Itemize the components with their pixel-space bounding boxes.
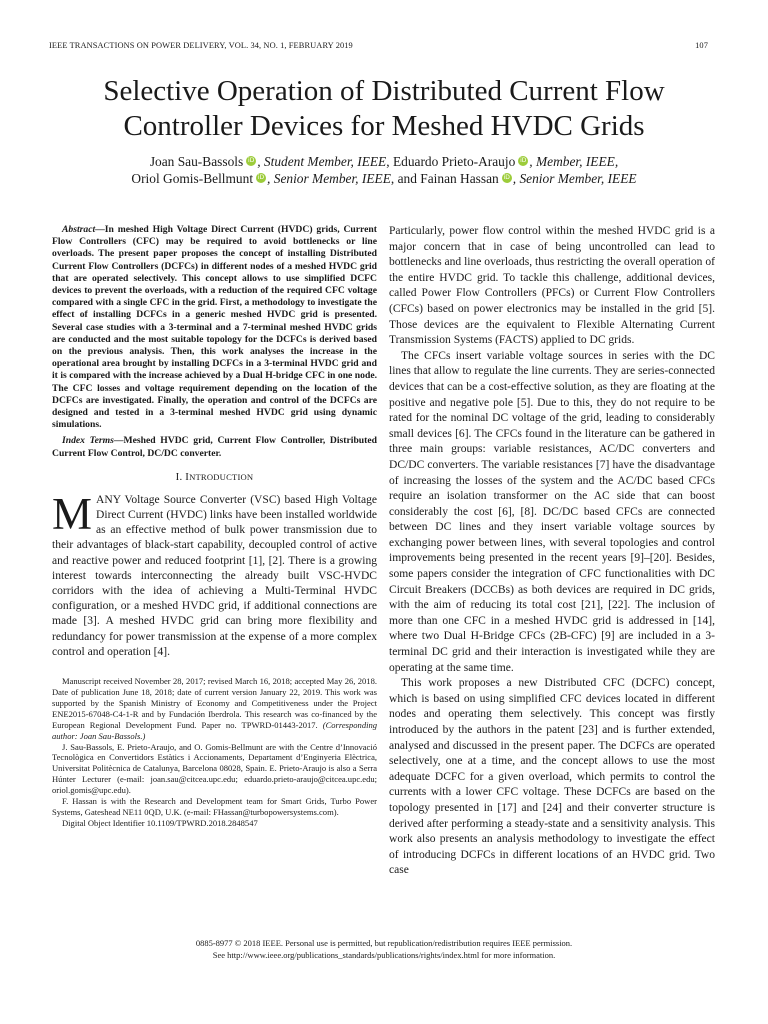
footnote-doi: Digital Object Identifier 10.1109/TPWRD.2018.2848547 (62, 817, 258, 828)
title-line-2: Controller Devices for Meshed HVDC Grids (123, 110, 645, 142)
copyright-line: 0885-8977 © 2018 IEEE. Personal use is permitted, but republication/redistribution requires IEEE permission. (195, 938, 573, 948)
footnotes (52, 672, 377, 829)
title-line-1: Selective Operation of Distributed Current Flow (103, 75, 665, 107)
section-heading-introduction: I. INTRODUCTION (175, 470, 254, 483)
index-terms-text: Meshed HVDC grid, Current Flow Controller, Distributed Current Flow Control, DC/DC converter. (52, 435, 377, 459)
orcid-icon[interactable]: iD (248, 157, 255, 164)
author-name: , Eduardo Prieto-Araujo (386, 154, 516, 169)
body-paragraph: The CFCs insert variable voltage sources in series with the DC lines that allow to regulate the line currents. They are series-connected devices that can be a cost-effective solution, as they are floating at the positive and negative pole [5]. Due to this, they do not require to be rated for the nominal DC voltage of the grid, leading to considerably small devices [6]. The CFCs found in the literature can be gathered in three main groups: variable resistances, AC/DC converters and DC/DC converters. The variable resistances [7] have the disadvantage of increasing the losses of the system and the AC/DC based CFCs require an isolation transformer on the AC side that can boost considerably the cost [6], [8]. DC/DC based CFCs are connected between DC lines and they insert variable voltage sources by exchanging power between lines, with several topologies and control improvements being presented in the recent years [9]–[20]. Besides, some papers consider the integration of CFC functionalities with DC Circuit Breakers (DCCBs) as both devices are required in DC grids, with the aim of reducing its total cost [21], [22]. The inclusion of more than one CFC in a meshed HVDC grid is addressed in [14], where two Dual H-Bridge CFCs (2B-CFC) [9] are included in a 3-terminal DC grid and their interaction is investigated while they are operating at the same time. (389, 349, 715, 674)
index-terms-label: Index Terms (62, 435, 114, 447)
orcid-icon[interactable]: iD (520, 157, 527, 164)
running-head (49, 41, 708, 53)
index-terms-dash: — (113, 435, 124, 447)
orcid-icon[interactable]: iD (503, 174, 510, 181)
abstract-text: In meshed High Voltage Direct Current (HVDC) grids, Current Flow Controllers (CFC) may be required to avoid bottlenecks or line overloads. The present paper proposes the concept of installing Distributed Current Flow Controllers (DCFCs) in different nodes of a meshed HVDC grid that are operated selectively. This concept allows to use simplified DCFC devices to prevent the overloads, with a reduction of the required CFC voltage compared with a single CFC in the grid. First, a methodology to investigate the effect of installing DCFCs in a generic meshed HVDC grid is presented. Several case studies with a 3-terminal and a 7-terminal meshed HVDC grids are conducted and the most suitable topology for the DCFCs is derived based on the previous analysis. Then, this work analyses the increase in the operational area brought by installing DCFCs in a 3-terminal HVDC grid and it is compared with the increase achieved by a Dual H-bridge CFC in one node. The CFC losses and voltage requirement depending on the location of the DCFCs are investigated. Finally, the operation and control of the DCFCs are designed and tested in a 3-terminal meshed HVDC grid using dynamic simulations. (52, 224, 377, 431)
body-paragraph: Particularly, power flow control within the meshed HVDC grid is a major concern that in case of being uncontrolled can lead to bottlenecks and line overloads, thus restricting the overall operation of the entire HVDC grid. To tackle this challenge, additional devices, called Power Flow Controllers (PFCs) or Current Flow Controllers (CFCs) based on power electronics may be installed in the grid [5]. Those devices are the equivalent to Flexible Alternating Current Transmission Systems (FACTS) applied to DC grids. (389, 225, 715, 347)
corresponding-author: (Corresponding author: Joan Sau-Bassols.) (52, 719, 378, 741)
footnote-manuscript: Manuscript received November 28, 2017; revised March 16, 2018; accepted May 26, 2018. Date of publication June 18, 2018; date of current version January 22, 2019. This work was supported by the Spanish Ministry of Economy and Competitiveness under the Project ENE2015-67048-C4-1-R and by Fundación Iberdrola. This research was co-financed by the European Regional Development Fund. Paper no. TPWRD-01443-2017. (Corresponding author: Joan Sau-Bassols.) (52, 676, 378, 741)
rights-link[interactable]: See http://www.ieee.org/publications_standards/publications/rights/index.html for more information. (212, 950, 556, 960)
copyright-notice (60, 937, 708, 961)
abstract (52, 224, 377, 431)
drop-cap: M (52, 488, 93, 539)
orcid-icon[interactable]: iD (257, 174, 265, 181)
paper-title (60, 74, 708, 144)
body-paragraph: This work proposes a new Distributed CFC (DCFC) concept, which is based on using simplified CFC devices located in different nodes and operating them selectively. This concept was firstly introduced by the authors in the patent [23] and is further extended, analysed and discussed in the present paper. The DCFCs are operated selectively, one at a time, and the concept allows to use the most adequate DCFC for a given overload, which permits to control the currents with a lower CFC voltage. These DCFCs are based on the topology presented in [17] and [24] and their converter structure is derived after performing a steady-state and a sensitivity analysis. This work also presents an analysis methodology to investigate the effect of introducing DCFCs in different locations of an HVDC grid. Two case (389, 677, 715, 877)
introduction-paragraph (52, 488, 377, 660)
left-column (52, 224, 377, 829)
author-name: Joan Sau-Bassols (149, 154, 244, 169)
page-number: 107 (695, 41, 708, 50)
footnote-affiliation: J. Sau-Bassols, E. Prieto-Araujo, and O. Gomis-Bellmunt are with the Centre d’Innovació Tecnològica en Convertidors Estàtics i Accionaments, Departament d’Enginyeria Elèctrica, Universitat Politècnica de Catalunya, Barcelona 08028, Spain. E. Prieto-Araujo is also a Serra Húnter Lecturer (e-mail: joan.sau@citcea.upc.edu; eduardo.prieto-araujo@citcea.upc.edu; oriol.gomis@upc.edu). (52, 741, 377, 796)
right-column (389, 224, 715, 879)
author-name: Oriol Gomis-Bellmunt (131, 171, 254, 186)
abstract-label: Abstract (62, 224, 96, 235)
introduction-text: ANY Voltage Source Converter (VSC) based High Voltage Direct Current (HVDC) links have been installed worldwide as an effective method of bulk power transmission due to their advantages of black-start capability, decoupled control of active and reactive power and reduced footprint [1], [2]. There is a growing interest towards interconnecting the already built VSC-HVDC corridors with the idea of achieving a Multi-Terminal HVDC configuration, or a meshed HVDC grid, if additional connections are made [3]. A meshed HVDC grid can bring more flexibility and redundancy for power transmission at the expense of a more complex control and operation [4]. (52, 493, 377, 658)
author-name: , and Fainan Hassan (390, 171, 499, 186)
index-terms (52, 435, 377, 459)
author-list (60, 153, 708, 187)
journal-citation: IEEE TRANSACTIONS ON POWER DELIVERY, VOL. 34, NO. 1, FEBRUARY 2019 (49, 41, 353, 50)
author-membership: , Member, IEEE, (529, 154, 619, 169)
abstract-dash: — (95, 224, 105, 235)
author-membership: , Senior Member, IEEE (267, 171, 391, 186)
author-membership: , Student Member, IEEE (257, 154, 387, 169)
author-membership: , Senior Member, IEEE (512, 171, 637, 186)
footnote-affiliation: F. Hassan is with the Research and Development team for Smart Grids, Turbo Power Systems, Gateshead NE11 0QD, U.K. (e-mail: FHassan@turbopowersystems.com). (52, 796, 377, 817)
